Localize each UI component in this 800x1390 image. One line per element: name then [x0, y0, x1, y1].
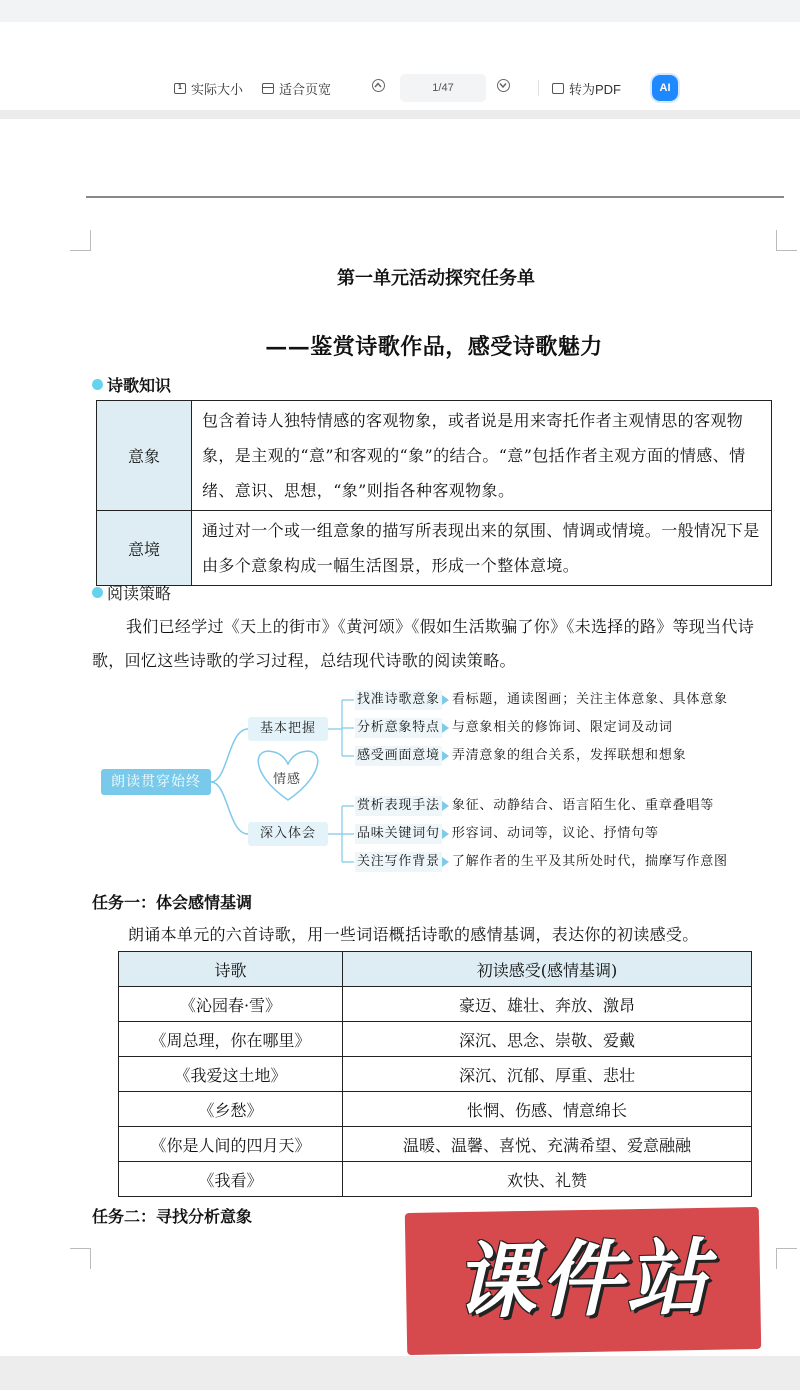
mindmap-leaf: [355, 690, 728, 710]
leaf-key: 分析意象特点: [355, 718, 442, 738]
table-row: [119, 1057, 752, 1092]
term-cell: 意境: [97, 511, 192, 586]
strategy-heading-text: 阅读策略: [107, 584, 172, 603]
table-header-row: [119, 952, 752, 987]
mindmap-heart-label: 情感: [273, 772, 302, 787]
leaf-key: 找准诗歌意象: [355, 690, 442, 710]
mindmap-leaf: [355, 796, 714, 816]
document-subtitle: ——鉴赏诗歌作品，感受诗歌魅力: [265, 334, 603, 360]
mindmap-leaf: [355, 824, 659, 844]
tone-cell: 怅惘、伤感、情意绵长: [343, 1092, 752, 1127]
fit-page-label: 适合页宽: [279, 81, 332, 97]
crop-mark: [70, 1248, 91, 1269]
page-indicator: 1/47: [432, 82, 454, 94]
document-title: 第一单元活动探究任务单: [337, 268, 535, 289]
actual-size-label: 实际大小: [191, 81, 244, 97]
poem-cell: 《沁园春·雪》: [119, 987, 343, 1022]
leaf-value: 形容词、动词等，议论、抒情句等: [451, 826, 659, 841]
leaf-value: 象征、动静结合、语言陌生化、重章叠唱等: [451, 798, 715, 813]
column-header: 初读感受(感情基调): [343, 952, 752, 987]
tone-cell: 深沉、思念、崇敬、爱戴: [343, 1022, 752, 1057]
ai-label: AI: [659, 82, 671, 94]
actual-size-icon: 1: [174, 83, 186, 94]
mindmap-leaf: [355, 852, 728, 872]
leaf-value: 看标题，通读图画；关注主体意象、具体意象: [451, 692, 728, 707]
mindmap-leaf: [355, 718, 673, 738]
watermark-text: 课件站: [453, 1230, 713, 1331]
task1-paragraph: 朗诵本单元的六首诗歌，用一些词语概括诗歌的感情基调，表达你的初读感受。: [128, 925, 699, 944]
table-row: [119, 987, 752, 1022]
leaf-key: 关注写作背景: [355, 852, 442, 872]
definition-cell: 通过对一个或一组意象的描写所表现出来的氛围、情调或情境。一般情况下是由多个意象构成一幅生活图景，形成一个整体意境。: [192, 511, 772, 586]
mindmap-leaf: [355, 746, 686, 766]
leaf-value: 弄清意象的组合关系，发挥联想和想象: [451, 748, 687, 763]
leaf-key: 品味关键词句: [355, 824, 442, 844]
poem-cell: 《乡愁》: [119, 1092, 343, 1127]
bottom-bar: [0, 1356, 800, 1390]
crop-mark: [776, 1248, 797, 1269]
table-row: [119, 1092, 752, 1127]
tone-cell: 欢快、礼赞: [343, 1162, 752, 1197]
poem-cell: 《周总理，你在哪里》: [119, 1022, 343, 1057]
term-cell: 意象: [97, 401, 192, 511]
leaf-value: 了解作者的生平及其所处时代，揣摩写作意图: [451, 854, 728, 869]
convert-pdf-label: 转为PDF: [569, 81, 622, 97]
tone-table: [118, 951, 752, 1197]
task1-heading: 任务一：体会感情基调: [92, 893, 253, 912]
watermark-stamp: [405, 1207, 761, 1355]
table-row: [119, 1022, 752, 1057]
definition-cell: 包含着诗人独特情感的客观物象，或者说是用来寄托作者主观情思的客观物象，是主观的“意”和客观的“象”的结合。“意”包括作者主观方面的情感、情绪、意识、思想，“象”则指各种客观物象。: [192, 401, 772, 511]
poem-cell: 《我看》: [119, 1162, 343, 1197]
mindmap-branch: 基本把握: [248, 717, 328, 741]
mindmap-branch: 深入体会: [248, 822, 328, 846]
tone-cell: 豪迈、雄壮、奔放、激昂: [343, 987, 752, 1022]
table-row: [119, 1127, 752, 1162]
task2-heading: 任务二：寻找分析意象: [92, 1207, 253, 1226]
poem-cell: 《我爱这土地》: [119, 1057, 343, 1092]
leaf-key: 赏析表现手法: [355, 796, 442, 816]
knowledge-heading-text: 诗歌知识: [107, 376, 172, 395]
poem-cell: 《你是人间的四月天》: [119, 1127, 343, 1162]
table-row: [119, 1162, 752, 1197]
mindmap-center: 朗读贯穿始终: [101, 769, 211, 795]
leaf-value: 与意象相关的修饰词、限定词及动词: [451, 720, 673, 735]
column-header: 诗歌: [119, 952, 343, 987]
tone-cell: 深沉、沉郁、厚重、悲壮: [343, 1057, 752, 1092]
leaf-key: 感受画面意境: [355, 746, 442, 766]
tone-cell: 温暖、温馨、喜悦、充满希望、爱意融融: [343, 1127, 752, 1162]
strategy-paragraph: 我们已经学过《天上的街市》《黄河颂》《假如生活欺骗了你》《未选择的路》等现当代诗歌，回忆这些诗歌的学习过程，总结现代诗歌的阅读策略。: [92, 617, 755, 670]
